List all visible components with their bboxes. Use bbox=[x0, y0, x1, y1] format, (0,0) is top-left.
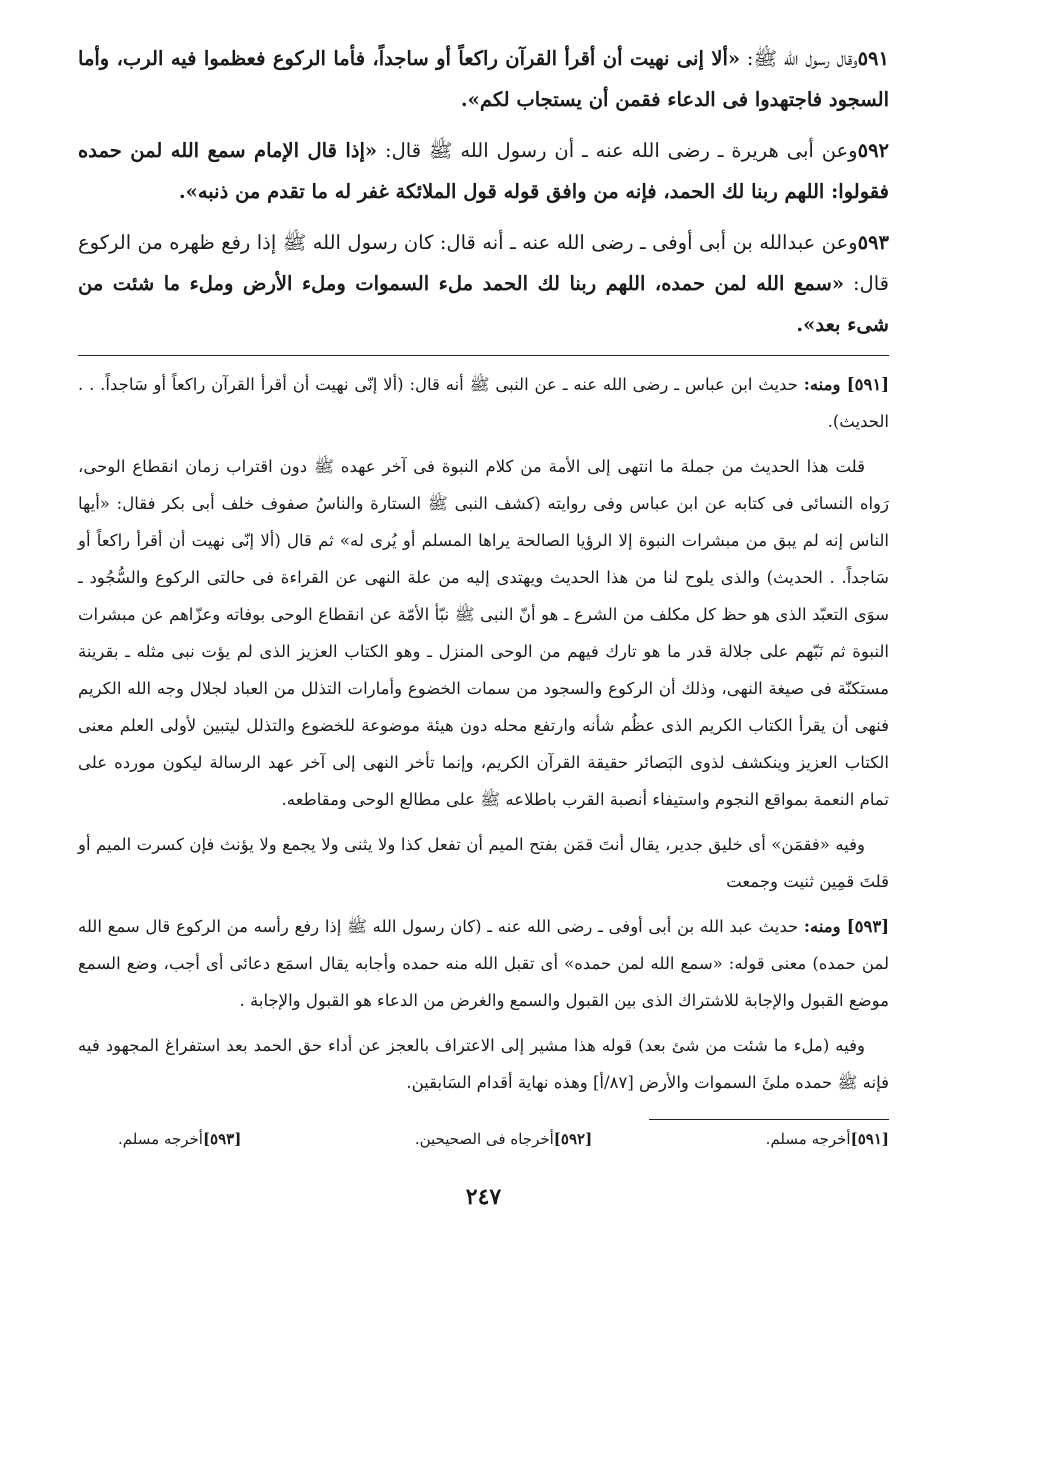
hadith-592 bbox=[78, 130, 889, 212]
hadith-593 bbox=[78, 222, 889, 345]
footnote-divider bbox=[649, 1119, 889, 1120]
commentary-tag: [٥٩٣] ومنه: bbox=[803, 917, 889, 936]
page-number: ٢٤٧ bbox=[465, 1184, 502, 1210]
hadith-591 bbox=[78, 38, 889, 120]
hadith-number: ٥٩١ bbox=[857, 47, 889, 70]
section-divider bbox=[78, 355, 889, 356]
commentary-section bbox=[78, 366, 889, 1101]
commentary-text: حديث ابن عباس ـ رضى الله عنه ـ عن النبى ﷺ أنه قال: (ألا إنّى نهيت أن أقرأ القرآن راكعاً أو سَاجداً. . . الحديث). bbox=[78, 375, 889, 431]
hadith-number: ٥٩٢ bbox=[857, 139, 890, 162]
commentary-tag: [٥٩١] ومنه: bbox=[803, 375, 889, 394]
commentary-paragraph bbox=[78, 448, 889, 818]
commentary-593 bbox=[78, 908, 889, 1019]
hadith-text: «سمع الله لمن حمده، اللهم ربنا لك الحمد ملء السموات وملء الأرض وملء ما شئت من شىء بعد». bbox=[78, 272, 889, 336]
footnote-592: [٥٩٢]أخرجاه فى الصحيحين. bbox=[414, 1130, 593, 1148]
hadith-text: «ألا إنى نهيت أن أقرأ القرآن راكعاً أو ساجداً، فأما الركوع فعظموا فيه الرب، وأما السجود فاجتهدوا فى الدعاء فقمن أن يستجاب لكم». bbox=[78, 47, 889, 111]
commentary-text: وفيه «فقمَن» أى خليق جدير، يقال أنتَ قمَن بفتح الميم أن تفعل كذا ولا يثنى ولا يجمع ولا يؤنث فإن كسرت الميم أو قلتَ قمِين ثنيت وجمعت bbox=[78, 835, 889, 891]
commentary-text: حديث عبد الله بن أبى أوفى ـ رضى الله عنه ـ (كان رسول الله ﷺ إذا رفع رأسه من الركوع قال سمع الله لمن حمده) معنى قوله: «سمع الله لمن حمده» أى تقبل الله منه حمده وأجابه يقال اسمَع دعائى أى أجب، وضع السمع موضع القبول والإجابة للاشتراك الذى بين القبول والسمع والغرض من الدعاء هو القبول والإجابة . bbox=[78, 917, 889, 1010]
hadith-text: «إذا قال الإمام سمع الله لمن حمده فقولوا: اللهم ربنا لك الحمد، فإنه من وافق قوله قول الملائكة غفر له ما تقدم من ذنبه». bbox=[78, 139, 889, 203]
commentary-paragraph bbox=[78, 826, 889, 900]
footnote-593: [٥٩٣]أخرجه مسلم. bbox=[118, 1130, 242, 1148]
hadith-number: ٥٩٣ bbox=[857, 231, 889, 254]
commentary-text: وفيه (ملء ما شئت من شئ بعد) قوله هذا مشير إلى الاعتراف بالعجز عن أداء حق الحمد بعد استفراغ المجهود فيه فإنه ﷺ حمده ملئَ السموات والأرض [٨٧/أ] وهذه نهاية أقدام السَابقين. bbox=[78, 1036, 889, 1092]
footnote-591: [٥٩١]أخرجه مسلم. bbox=[765, 1130, 889, 1148]
commentary-paragraph bbox=[78, 1027, 889, 1101]
hadith-section bbox=[78, 38, 889, 345]
commentary-text: قلت هذا الحديث من جملة ما انتهى إلى الأمة من كلام النبوة فى آخر عهده ﷺ دون اقتراب زمان انقطاع الوحى، رَواه النسائى فى كتابه عن ابن عباس وفى روايته (كشف النبى ﷺ الستارة والناسُ صفوف خلف أبى بكر فقال: «أيها الناس إنه لم يبق من مبشرات النبوة إلا الرؤيا الصالحة يراها المسلم أو يُرى له» ثم قال (ألا إنّى نهيت أن أقرأ راكعاً أو سَاجداً. . الحديث) والذى يلوح لنا من هذا الحديث ويهتدى إليه من علة النهى عن القراءة فى حالتى الركوع والسُّجُود ـ سوَى التعبّد الذى هو حظ كل مكلف من الشرع ـ هو أنّ النبى ﷺ نبّأ الأمّة عن انقطاع الوحى بوفاته وعزّاهم عن مبشرات النبوة ثم نَبّهم على جلالة قدر ما هو تارك فيهم من الوحى المنزل ـ وهو الكتاب العزيز الذى لم يؤت نبى مثله ـ بقرينة مستكنّة فى صيغة النهى، وذلك أن الركوع والسجود من سمات الخضوع وأمارات التذلل من العباد لجلال وجه الله الكريم فنهى أن يقرأ الكتاب الكريم الذى عظُم شأنه وارتفع محله دون هيئة موضوعة للخضوع والتذلل ليتبين لأولى العلم معنى الكتاب العزيز وينكشف لذوى البَصائر حقيقة القرآن الكريم، وإنما تأخر النهى إلى آخر عهد الرسالة ليكون مورده على تمام النعمة بمواقع النجوم واستيفاء أنصبة القرب باطلاعه ﷺ على مطالع الوحى ومقاطعه. bbox=[78, 457, 889, 809]
footnotes bbox=[78, 1130, 889, 1148]
hadith-intro: وقال رسول الله ﷺ: bbox=[740, 47, 858, 70]
commentary-591 bbox=[78, 366, 889, 440]
hadith-intro: وعن عبدالله بن أبى أوفى ـ رضى الله عنه ـ أنه قال: كان رسول الله ﷺ إذا رفع ظهره من الركوع قال: bbox=[78, 231, 889, 295]
hadith-intro: وعن أبى هريرة ـ رضى الله عنه ـ أن رسول الله ﷺ قال: bbox=[377, 139, 858, 162]
